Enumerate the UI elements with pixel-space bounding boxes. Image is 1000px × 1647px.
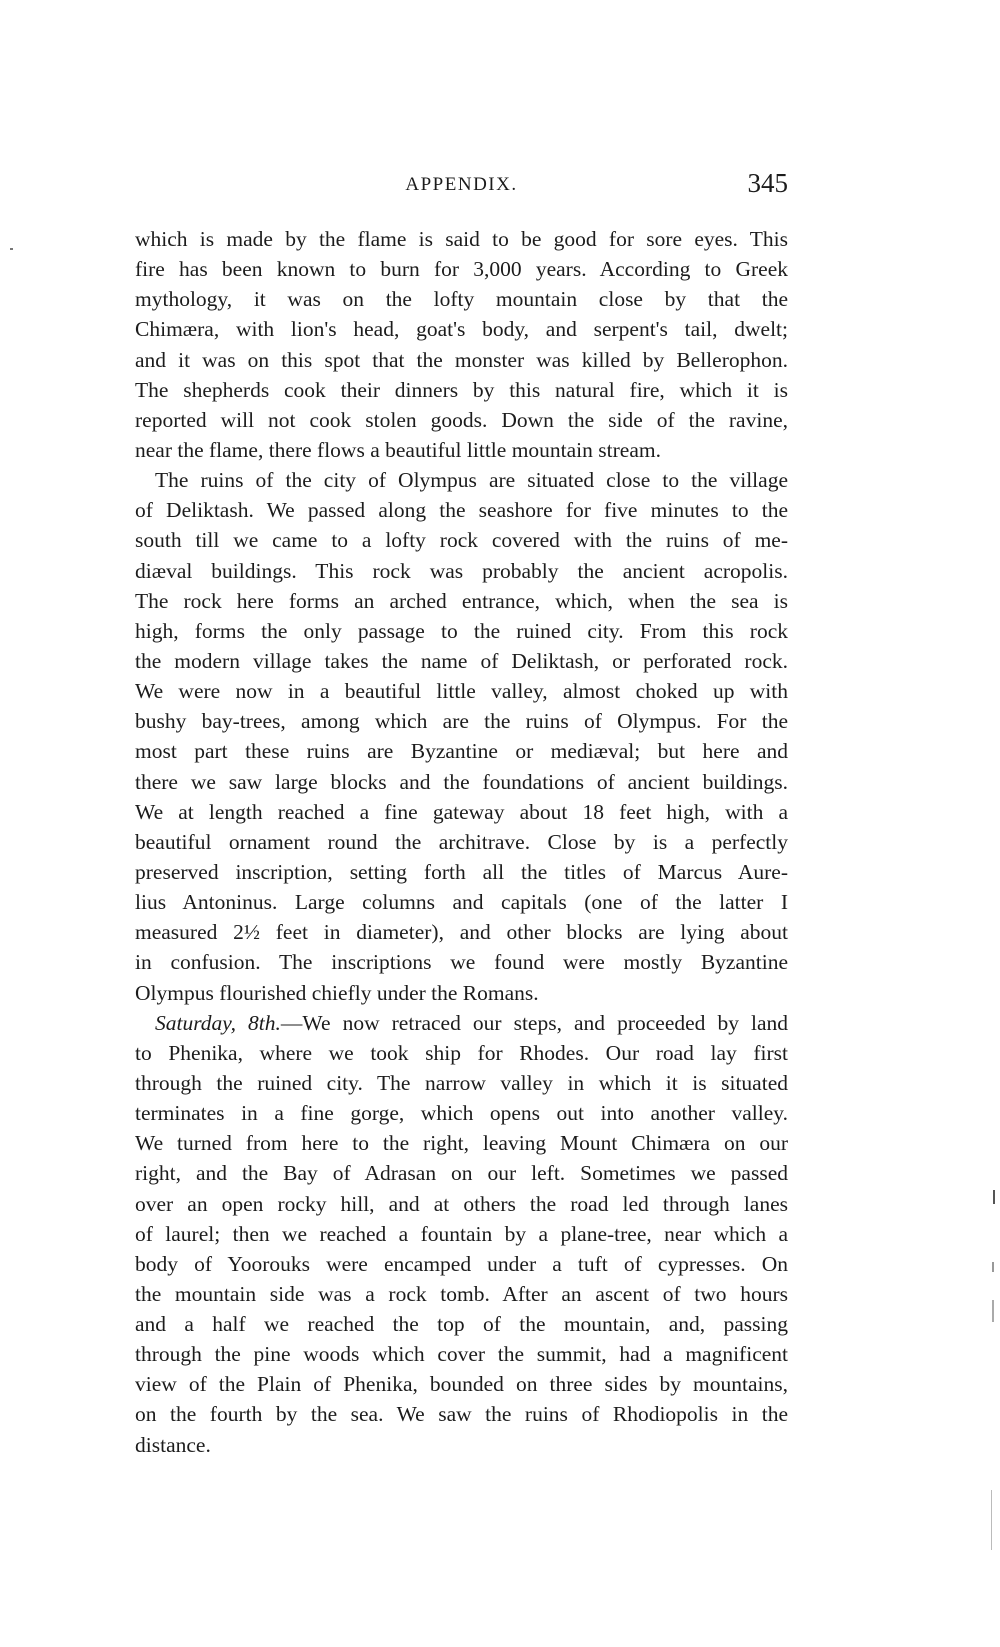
text-line: near the flame, there flows a beautiful little mountain stream.	[135, 437, 661, 462]
text-line: of Deliktash. We passed along the seashore for five minutes to the	[135, 498, 788, 523]
text-line: in confusion. The inscriptions we found were mostly Byzantine	[135, 950, 788, 975]
text-line: high, forms the only passage to the ruined city. From this rock	[135, 618, 788, 643]
scan-speck	[991, 1490, 992, 1550]
text-line: the modern village takes the name of Deliktash, or perforated rock.	[135, 648, 788, 673]
scan-speck	[10, 248, 13, 250]
text-line: Chimæra, with lion's head, goat's body, and serpent's tail, dwelt;	[135, 317, 788, 342]
text-line: The shepherds cook their dinners by this natural fire, which it is	[135, 377, 788, 402]
text-line: and a half we reached the top of the mountain, and, passing	[135, 1312, 788, 1337]
scan-speck	[993, 1190, 995, 1204]
text-line: most part these ruins are Byzantine or mediæval; but here and	[135, 739, 788, 764]
paragraph-1	[135, 224, 788, 465]
text-line: which is made by the flame is said to be good for sore eyes. This	[135, 227, 788, 251]
text-line: lius Antoninus. Large columns and capitals (one of the latter I	[135, 890, 788, 915]
text-line: The ruins of the city of Olympus are situated close to the village	[155, 468, 788, 493]
text-line: bushy bay-trees, among which are the ruins of Olympus. For the	[135, 709, 788, 734]
text-line: body of Yoorouks were encamped under a tuft of cypresses. On	[135, 1251, 788, 1276]
scan-speck	[992, 1262, 994, 1272]
text-line: terminates in a fine gorge, which opens out into another valley.	[135, 1101, 788, 1126]
text-line: measured 2½ feet in diameter), and other blocks are lying about	[135, 920, 788, 945]
text-line: south till we came to a lofty rock covered with the ruins of me-	[135, 528, 788, 553]
scan-speck	[992, 1300, 994, 1322]
text-line: of laurel; then we reached a fountain by a plane-tree, near which a	[135, 1221, 788, 1246]
running-title: APPENDIX.	[405, 174, 518, 195]
text-line: there we saw large blocks and the foundations of ancient buildings.	[135, 769, 788, 794]
text-line: We were now in a beautiful little valley, almost choked up with	[135, 679, 788, 704]
text-line: fire has been known to burn for 3,000 years. According to Greek	[135, 257, 788, 282]
text-line: diæval buildings. This rock was probably the ancient acropolis.	[135, 558, 788, 583]
text-line: The rock here forms an arched entrance, which, when the sea is	[135, 588, 788, 613]
text-line: beautiful ornament round the architrave. Close by is a perfectly	[135, 829, 788, 854]
text-line: to Phenika, where we took ship for Rhodes. Our road lay first	[135, 1040, 788, 1065]
text-line: right, and the Bay of Adrasan on our left. Sometimes we passed	[135, 1161, 788, 1186]
text-line: distance.	[135, 1432, 211, 1457]
text-line-rest: —We now retraced our steps, and proceeded by land	[280, 1010, 789, 1035]
text-line: the mountain side was a rock tomb. After an ascent of two hours	[135, 1281, 788, 1306]
text-line: Olympus flourished chiefly under the Romans.	[135, 980, 539, 1005]
body-text	[135, 224, 788, 1460]
page-header	[135, 170, 788, 206]
text-line: We at length reached a fine gateway about 18 feet high, with a	[135, 799, 788, 824]
text-line: reported will not cook stolen goods. Down the side of the ravine,	[135, 407, 788, 432]
text-line	[135, 1008, 788, 1038]
date-lead-in: Saturday, 8th.	[155, 1010, 281, 1035]
page-number: 345	[747, 168, 788, 198]
text-line: over an open rocky hill, and at others the road led through lanes	[135, 1191, 788, 1216]
text-line: on the fourth by the sea. We saw the ruins of Rhodiopolis in the	[135, 1402, 788, 1427]
text-line: preserved inscription, setting forth all the titles of Marcus Aure-	[135, 859, 788, 884]
text-line: mythology, it was on the lofty mountain close by that the	[135, 287, 788, 312]
text-line: We turned from here to the right, leaving Mount Chimæra on our	[135, 1131, 788, 1156]
text-line: through the ruined city. The narrow valley in which it is situated	[135, 1070, 788, 1095]
text-line: through the pine woods which cover the summit, had a magnificent	[135, 1342, 788, 1367]
text-line: and it was on this spot that the monster was killed by Bellerophon.	[135, 347, 788, 372]
paragraph-2	[135, 465, 788, 1008]
paragraph-3	[135, 1008, 788, 1460]
text-line: view of the Plain of Phenika, bounded on three sides by mountains,	[135, 1372, 788, 1397]
